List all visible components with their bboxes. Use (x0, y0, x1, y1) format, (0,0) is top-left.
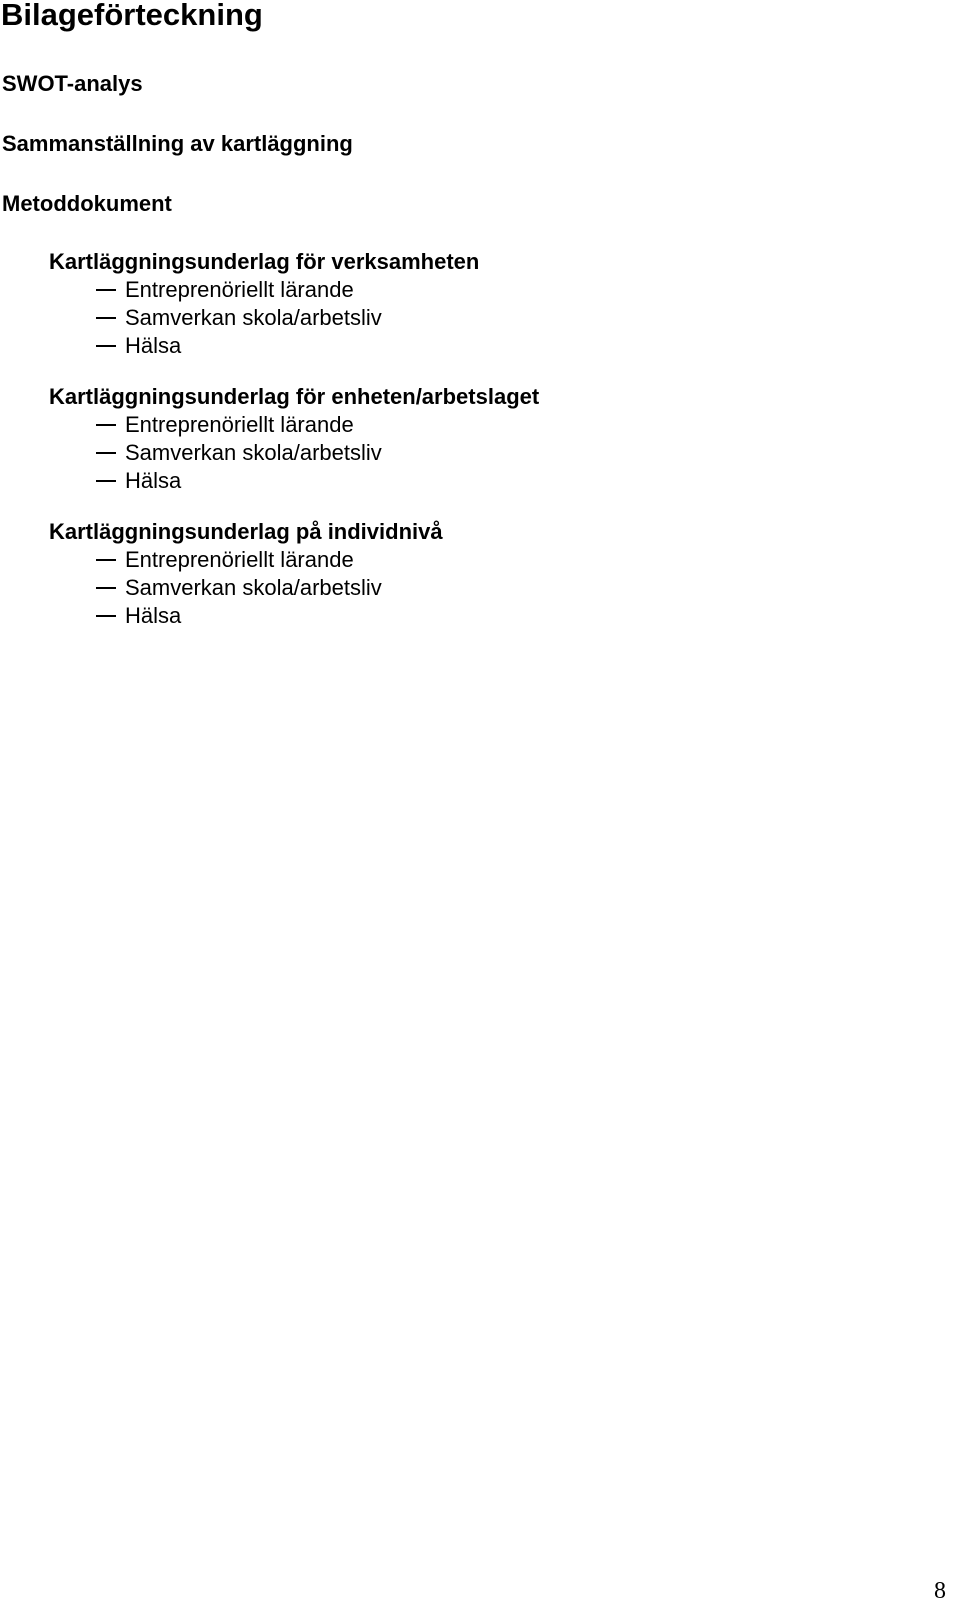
top-item-sammanstallning: Sammanställning av kartläggning (2, 131, 353, 156)
list-item-label: Samverkan skola/arbetsliv (125, 575, 382, 600)
dash-bullet (96, 424, 116, 426)
top-item-swot: SWOT-analys (2, 71, 143, 96)
dash-bullet (96, 289, 116, 291)
page-number: 8 (934, 1578, 946, 1604)
dash-bullet (96, 480, 116, 482)
group-verksamheten (49, 248, 479, 360)
list-item-label: Samverkan skola/arbetsliv (125, 305, 382, 330)
page-title: Bilageförteckning (1, 0, 263, 32)
top-item-metoddokument: Metoddokument (2, 191, 172, 216)
list-item (96, 546, 443, 574)
dash-bullet (96, 559, 116, 561)
group-individniva (49, 518, 443, 630)
dash-bullet (96, 452, 116, 454)
list-item-label: Hälsa (125, 603, 182, 628)
list-item (96, 574, 443, 602)
list-item (96, 276, 479, 304)
group-heading: Kartläggningsunderlag på individnivå (49, 519, 443, 544)
list-item-label: Entreprenöriellt lärande (125, 277, 354, 302)
group-heading: Kartläggningsunderlag för enheten/arbetslaget (49, 384, 540, 409)
list-item-label: Entreprenöriellt lärande (125, 547, 354, 572)
dash-bullet (96, 587, 116, 589)
list-item (96, 411, 539, 439)
list-item-label: Hälsa (125, 333, 182, 358)
list-item (96, 304, 479, 332)
list-item-label: Hälsa (125, 468, 182, 493)
list-item (96, 332, 479, 360)
list-item-label: Entreprenöriellt lärande (125, 412, 354, 437)
list-item (96, 439, 539, 467)
group-heading: Kartläggningsunderlag för verksamheten (49, 249, 480, 274)
list-item (96, 602, 443, 630)
group-enheten (49, 383, 539, 495)
list-item (96, 467, 539, 495)
dash-bullet (96, 345, 116, 347)
dash-bullet (96, 317, 116, 319)
list-item-label: Samverkan skola/arbetsliv (125, 440, 382, 465)
dash-bullet (96, 615, 116, 617)
